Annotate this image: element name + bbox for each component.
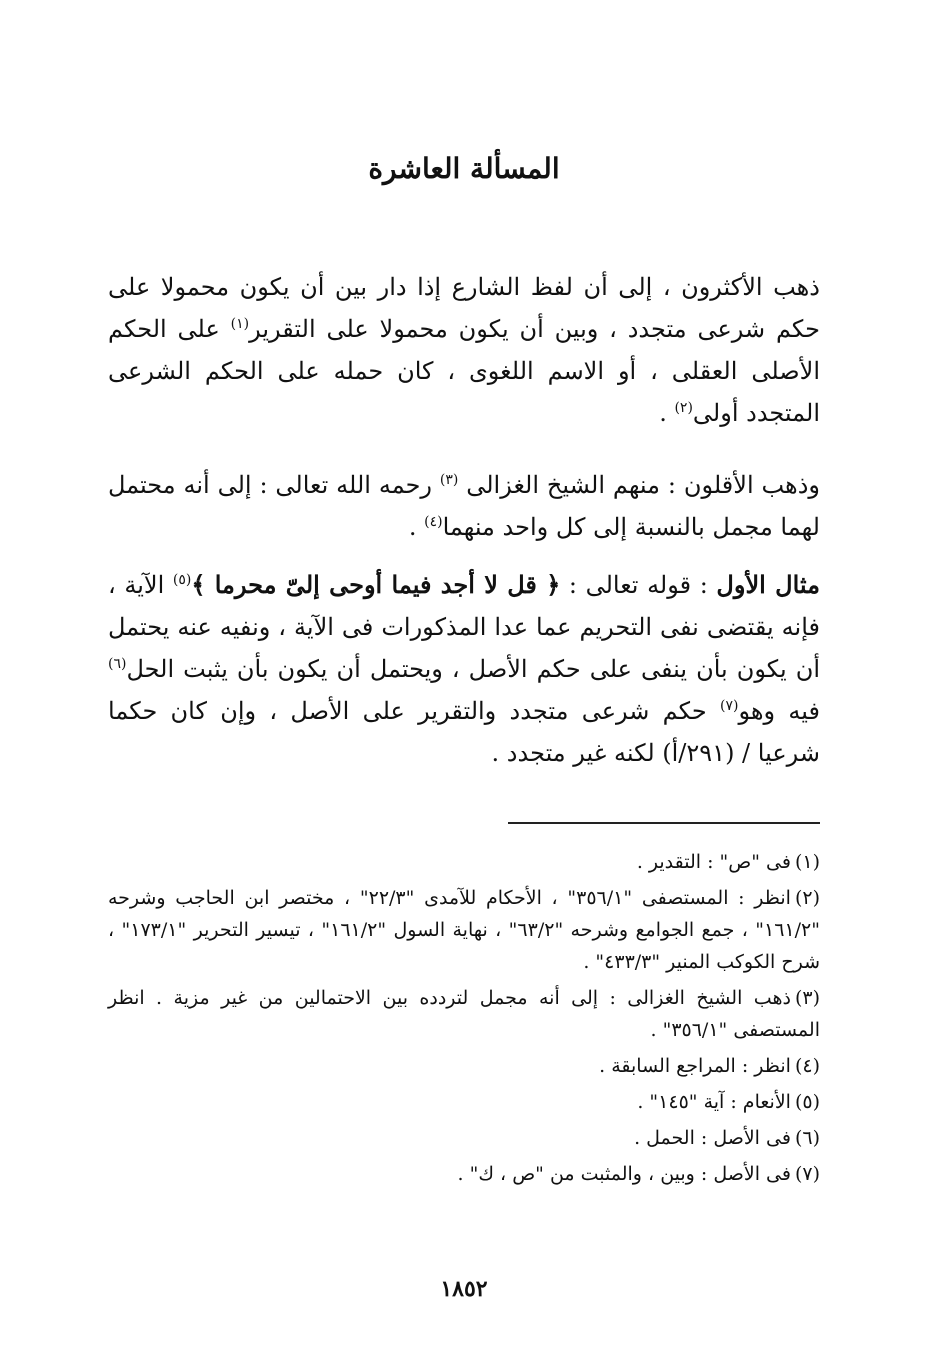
footnote-text: انظر : المستصفى "٣٥٦/١" ، الأحكام للآمدى "٢٢/٣" ، مختصر ابن الحاجب وشرحه "١٦١/٢" ، جمع الجوامع وشرحه "٦٣/٢" ، نهاية السول "١٦١/٢" ، تيسير التحرير "١٧٣/١" ، شرح الكوكب المنير "٤٣٣/٣" . [108,887,820,973]
footnotes [108,846,820,1194]
paragraph-1 [108,266,820,434]
footnote-number: (١) [794,851,820,873]
footnote-ref-3[interactable]: (٣) [439,472,459,488]
paragraph-3-text-c: فيه وهو [738,697,821,725]
footnote-number: (٧) [794,1163,820,1185]
footnote-ref-1[interactable]: (١) [230,316,250,332]
paragraph-1-text-c: . [659,399,675,427]
footnote-text: فى "ص" : التقدير . [636,851,791,873]
page-number: ١٨٥٢ [440,1276,488,1302]
footnote-6 [108,1122,820,1154]
footnote-7 [108,1158,820,1190]
footnote-5 [108,1086,820,1118]
paragraph-2-text-a: وذهب الأقلون : منهم الشيخ الغزالى [458,471,820,499]
paragraph-3 [108,564,820,774]
footnote-1 [108,846,820,878]
footnote-number: (٤) [794,1055,820,1077]
paragraph-2-text-c: . [408,513,425,541]
paragraph-3-text-a: : قوله تعالى : [560,571,717,599]
footnote-number: (٦) [794,1127,820,1149]
paragraph-1-text-b: على الحكم الأصلى العقلى ، أو الاسم اللغوى ، كان حمله على الحكم الشرعى المتجدد أولى [108,315,820,427]
footnote-text: ذهب الشيخ الغزالى : إلى أنه مجمل لتردده بين الاحتمالين من غير مزية . انظر المستصفى "٣٥٦/١" . [108,987,820,1041]
footnote-number: (٢) [794,887,820,909]
footnote-ref-4[interactable]: (٤) [424,514,443,530]
footnote-4 [108,1050,820,1082]
paragraph-2-text-b: رحمه الله تعالى : إلى أنه محتمل لهما مجمل بالنسبة إلى كل واحد منهما [108,471,820,541]
footnote-ref-5[interactable]: (٥) [172,572,192,588]
footnote-text: فى الأصل : وبين ، والمثبت من "ص ، ك" . [457,1163,791,1185]
paragraph-2 [108,464,820,548]
example-heading: مثال الأول [716,570,820,599]
footnote-number: (٥) [794,1091,820,1113]
footnote-text: انظر : المراجع السابقة . [599,1055,791,1077]
footnote-3 [108,982,820,1046]
footnote-2 [108,882,820,978]
footnote-ref-6[interactable]: (٦) [108,656,127,672]
footnote-number: (٣) [794,987,820,1009]
quran-verse: ﴿ قل لا أجد فيما أوحى إلىّ محرما ﴾ [191,570,561,599]
paragraph-3-text-b: الآية ، فإنه يقتضى نفى التحريم عما عدا المذكورات فى الآية ، ونفيه عنه يحتمل أن يكون بأن ينفى على حكم الأصل ، ويحتمل أن يكون بأن يثبت الحل [108,571,820,683]
footnote-ref-2[interactable]: (٢) [674,400,693,416]
footnote-text: الأنعام : آية "١٤٥" . [637,1091,791,1113]
section-title: المسألة العاشرة [368,152,560,185]
footnote-ref-7[interactable]: (٧) [720,698,739,714]
footnote-text: فى الأصل : الحمل . [634,1127,791,1149]
paragraph-3-text-d: حكم شرعى متجدد والتقرير على الأصل ، وإن كان حكما شرعيا / (٢٩١/أ) لكنه غير متجدد . [108,697,820,767]
footnote-divider [508,822,820,824]
paragraph-1-text-a: ذهب الأكثرون ، إلى أن لفظ الشارع إذا دار بين أن يكون محمولا على حكم شرعى متجدد ، وبين أن يكون محمولا على التقرير [108,273,821,343]
